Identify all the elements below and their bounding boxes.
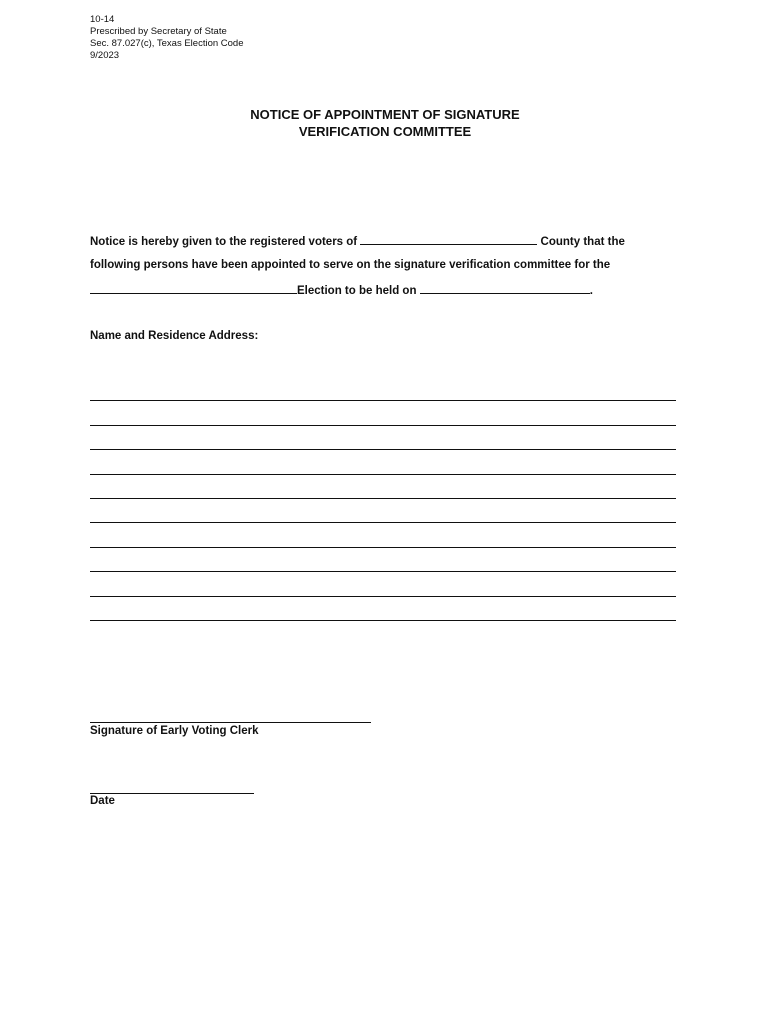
election-date-field[interactable] — [420, 282, 590, 294]
signature-field[interactable] — [90, 722, 371, 723]
name-address-line-2[interactable] — [90, 401, 676, 425]
name-address-line-5[interactable] — [90, 475, 676, 499]
signature-label: Signature of Early Voting Clerk — [90, 725, 259, 737]
name-address-line-3[interactable] — [90, 426, 676, 450]
name-address-line-4[interactable] — [90, 450, 676, 474]
notice-line-3-end: . — [589, 285, 593, 297]
notice-line-2 — [90, 258, 610, 272]
date-field[interactable] — [90, 793, 254, 794]
code-reference: Sec. 87.027(c), Texas Election Code — [90, 38, 244, 49]
form-header — [90, 14, 244, 62]
name-address-line-8[interactable] — [90, 548, 676, 572]
prescribed-by: Prescribed by Secretary of State — [90, 26, 227, 37]
notice-line-3-middle: Election to be held on — [297, 285, 417, 297]
notice-line-1-prefix: Notice is hereby given to the registered voters of — [90, 236, 358, 248]
date-label: Date — [90, 795, 115, 807]
name-address-line-10[interactable] — [90, 597, 676, 621]
title-line-1: NOTICE OF APPOINTMENT OF SIGNATURE — [250, 107, 520, 122]
form-date: 9/2023 — [90, 50, 120, 61]
title-line-2: VERIFICATION COMMITTEE — [298, 124, 472, 139]
notice-line-1 — [90, 233, 625, 249]
name-address-line-1[interactable] — [90, 377, 676, 401]
election-name-field[interactable] — [90, 282, 297, 294]
name-address-line-6[interactable] — [90, 499, 676, 523]
name-address-line-7[interactable] — [90, 523, 676, 547]
names-section-label: Name and Residence Address: — [90, 330, 259, 342]
notice-line-1-suffix: County that the — [540, 236, 625, 248]
form-number: 10-14 — [90, 14, 115, 25]
county-name-field[interactable] — [360, 233, 537, 245]
notice-line-2-text: following persons have been appointed to serve on the signature verification committee for the — [90, 259, 611, 271]
name-address-lines — [90, 377, 676, 621]
notice-line-3 — [90, 282, 593, 298]
name-address-line-9[interactable] — [90, 572, 676, 596]
document-title — [0, 106, 770, 140]
